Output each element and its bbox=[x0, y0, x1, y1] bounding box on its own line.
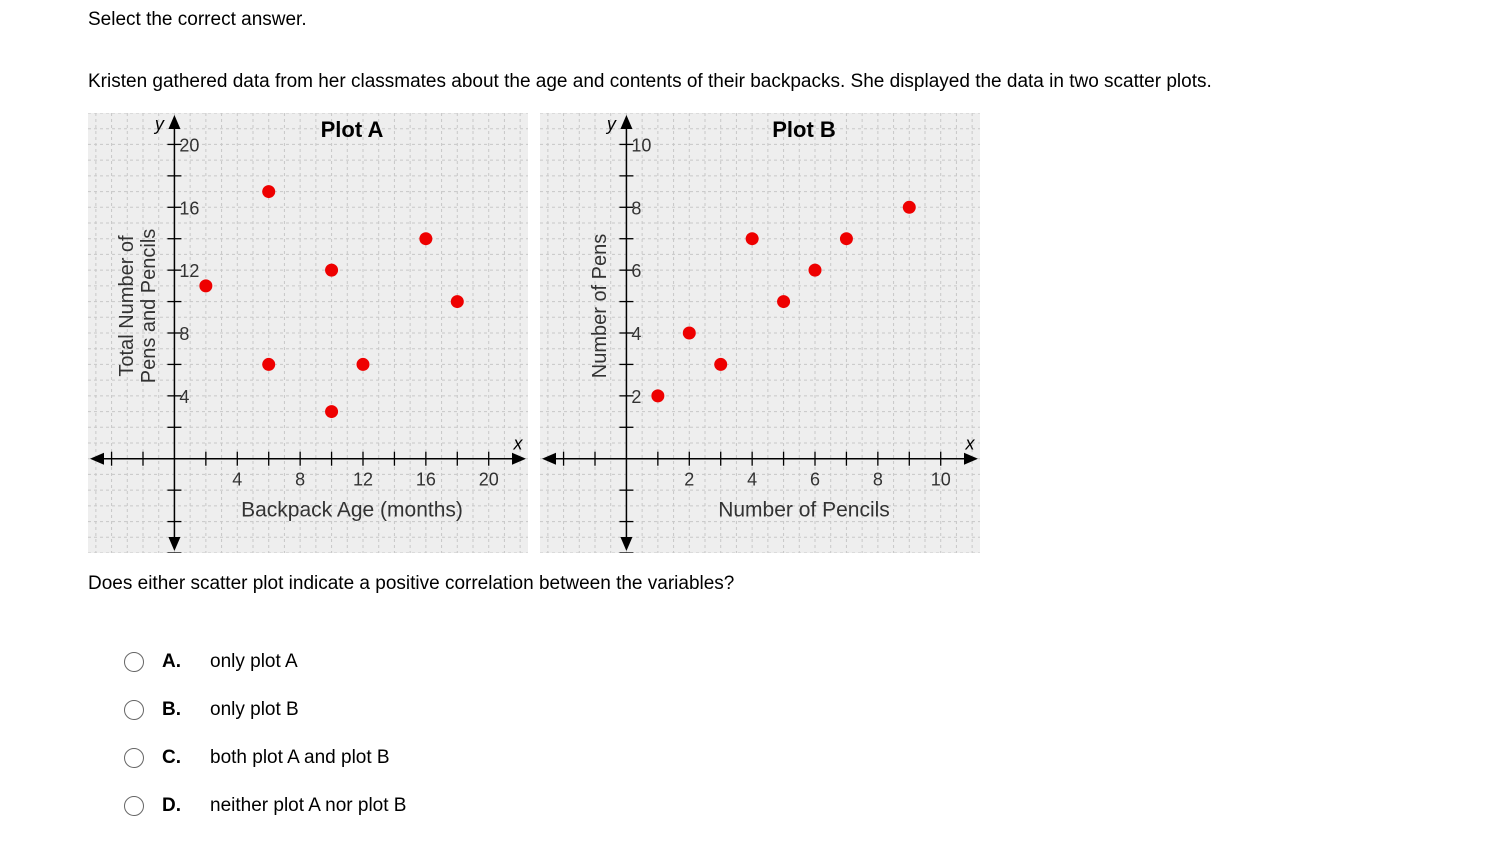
y-axis-label: Number of Pens bbox=[589, 233, 611, 379]
question-stem: Kristen gathered data from her classmates about the age and contents of their backpacks. She displayed the data in two scatter plots. bbox=[88, 71, 1212, 92]
x-tick-label: 8 bbox=[872, 469, 883, 490]
x-tick-label: 8 bbox=[295, 469, 306, 490]
y-tick-label: 4 bbox=[631, 324, 642, 344]
choice-letter: B. bbox=[162, 699, 181, 720]
data-point bbox=[199, 279, 212, 292]
y-tick-label: 20 bbox=[179, 135, 200, 156]
x-axis-letter: x bbox=[965, 433, 975, 454]
data-point bbox=[714, 358, 727, 371]
x-axis-label: Backpack Age (months) bbox=[241, 498, 463, 522]
y-tick-label: 4 bbox=[179, 386, 190, 407]
x-tick-label: 12 bbox=[352, 469, 374, 490]
y-tick-label: 8 bbox=[179, 324, 190, 344]
y-tick-label: 6 bbox=[631, 261, 642, 282]
y-tick-label: 16 bbox=[179, 198, 200, 219]
question-text: Does either scatter plot indicate a positive correlation between the variables? bbox=[88, 573, 735, 594]
y-axis-label: Pens and Pencils bbox=[138, 228, 160, 384]
data-point bbox=[451, 295, 464, 308]
y-axis-label: Total Number of bbox=[116, 235, 138, 377]
instruction-text: Select the correct answer. bbox=[88, 9, 307, 30]
data-point bbox=[262, 358, 275, 371]
choice-letter: A. bbox=[162, 651, 181, 672]
chart-title: Plot B bbox=[772, 117, 836, 142]
y-axis-letter: y bbox=[154, 114, 164, 134]
data-point bbox=[325, 405, 338, 418]
x-tick-label: 10 bbox=[930, 469, 951, 490]
x-tick-label: 4 bbox=[747, 469, 758, 490]
x-tick-label: 20 bbox=[478, 469, 499, 490]
y-tick-label: 12 bbox=[179, 261, 200, 282]
choice-letter: C. bbox=[162, 747, 181, 768]
x-tick-label: 6 bbox=[809, 469, 821, 490]
data-point bbox=[419, 232, 432, 245]
choice-letter: D. bbox=[162, 795, 181, 816]
radio-button-a[interactable] bbox=[124, 652, 144, 672]
choice-c[interactable] bbox=[124, 734, 406, 782]
answer-choices bbox=[124, 638, 406, 830]
choice-a[interactable] bbox=[124, 638, 406, 686]
scatter-plot-b bbox=[540, 113, 980, 553]
data-point bbox=[262, 185, 275, 198]
scatter-plot-a bbox=[88, 113, 528, 553]
data-point bbox=[651, 389, 664, 402]
choice-d[interactable] bbox=[124, 782, 406, 830]
radio-button-b[interactable] bbox=[124, 700, 144, 720]
data-point bbox=[357, 358, 370, 371]
data-point bbox=[809, 264, 822, 277]
choice-b[interactable] bbox=[124, 686, 406, 734]
data-point bbox=[777, 295, 790, 308]
chart-title: Plot A bbox=[320, 117, 384, 142]
data-point bbox=[746, 232, 759, 245]
radio-button-c[interactable] bbox=[124, 748, 144, 768]
choice-text: both plot A and plot B bbox=[210, 747, 390, 768]
x-tick-label: 2 bbox=[684, 469, 695, 490]
y-axis-letter: y bbox=[606, 114, 616, 134]
data-point bbox=[683, 327, 696, 340]
choice-text: only plot A bbox=[210, 651, 298, 672]
y-tick-label: 2 bbox=[631, 386, 642, 407]
data-point bbox=[325, 264, 338, 277]
x-axis-label: Number of Pencils bbox=[718, 498, 890, 522]
data-point bbox=[903, 201, 916, 214]
x-axis-letter: x bbox=[513, 433, 523, 454]
x-tick-label: 4 bbox=[232, 469, 243, 490]
data-point bbox=[840, 232, 853, 245]
y-tick-label: 8 bbox=[631, 198, 642, 219]
y-tick-label: 10 bbox=[631, 135, 652, 156]
choice-text: neither plot A nor plot B bbox=[210, 795, 407, 816]
x-tick-label: 16 bbox=[415, 469, 436, 490]
choice-text: only plot B bbox=[210, 699, 299, 720]
radio-button-d[interactable] bbox=[124, 796, 144, 816]
